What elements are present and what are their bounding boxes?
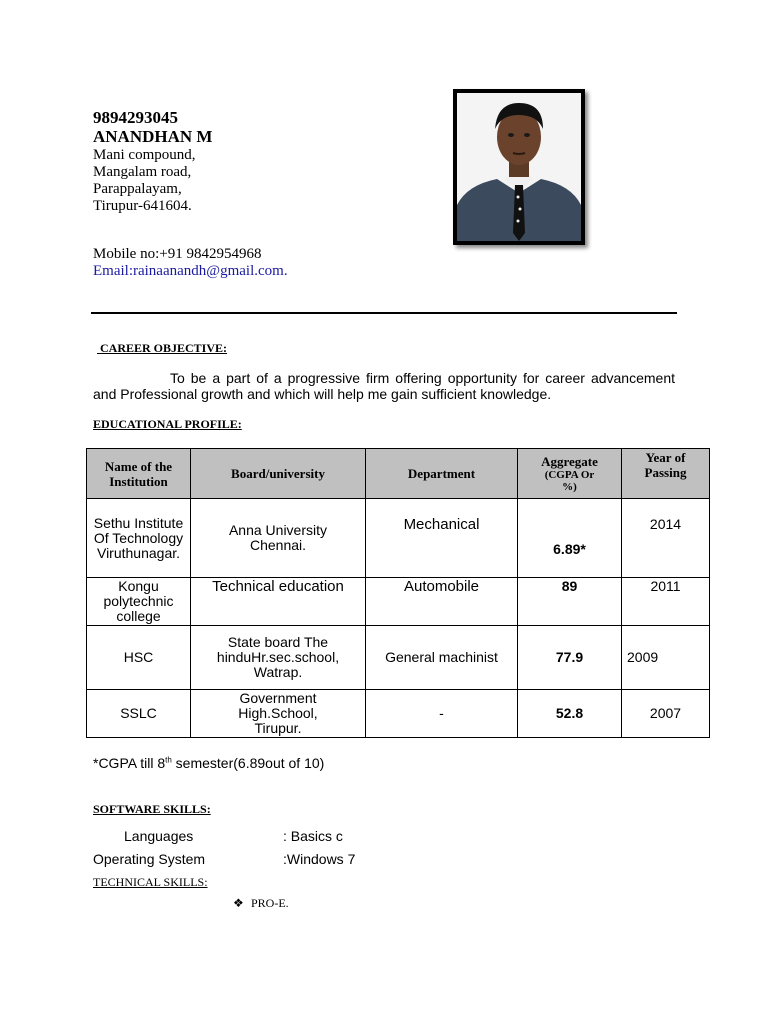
year-cell: 2014 xyxy=(622,499,710,578)
person-portrait-icon xyxy=(457,93,581,241)
operating-system-value: :Windows 7 xyxy=(283,851,356,867)
divider-line xyxy=(91,312,677,314)
aggregate-cell: 77.9 xyxy=(518,626,622,690)
table-header-row xyxy=(87,449,710,499)
table-row xyxy=(87,499,710,578)
board-cell: State board The hinduHr.sec.school, Watrap. xyxy=(191,626,366,690)
year-cell: 2009 xyxy=(622,626,710,690)
department-cell: Mechanical xyxy=(366,499,518,578)
phone-number: 9894293045 xyxy=(93,108,178,127)
technical-skills-heading: TECHNICAL SKILLS: xyxy=(93,875,208,889)
table-row xyxy=(87,690,710,738)
aggregate-label: Aggregate xyxy=(541,454,598,469)
cgpa-note xyxy=(93,755,324,771)
aggregate-cell: 6.89* xyxy=(518,499,622,578)
diamond-bullet-icon: ❖ xyxy=(233,896,244,910)
education-table xyxy=(86,448,710,738)
educational-profile-heading: EDUCATIONAL PROFILE: xyxy=(93,417,242,431)
operating-system-label: Operating System xyxy=(93,851,206,867)
institution-cell: HSC xyxy=(87,626,191,690)
board-cell: Anna University Chennai. xyxy=(191,499,366,578)
institution-cell: Kongu polytechnic college xyxy=(87,578,191,626)
column-header-year: Year of Passing xyxy=(622,449,710,499)
table-row xyxy=(87,626,710,690)
institution-cell: SSLC xyxy=(87,690,191,738)
aggregate-cell: 89 xyxy=(518,578,622,626)
languages-value: : Basics c xyxy=(283,828,343,844)
header-block xyxy=(93,108,212,146)
languages-label: Languages xyxy=(124,828,194,844)
profile-photo xyxy=(453,89,585,245)
career-objective-heading-text: CAREER OBJECTIVE: xyxy=(100,341,228,355)
email-address: Email:rainaanandh@gmail.com. xyxy=(93,263,288,279)
institution-cell: Sethu Institute Of Technology Viruthunagar. xyxy=(87,499,191,578)
career-objective-heading xyxy=(97,341,227,356)
column-header-institution: Name of the Institution xyxy=(87,449,191,499)
column-header-department: Department xyxy=(366,449,518,499)
year-cell: 2007 xyxy=(622,690,710,738)
department-cell: Automobile xyxy=(366,578,518,626)
career-objective-body: To be a part of a progressive firm offering opportunity for career advancement and Professional growth and which will help me gain sufficient knowledge. xyxy=(93,370,675,402)
year-cell: 2011 xyxy=(622,578,710,626)
address-block xyxy=(93,147,196,215)
candidate-name: ANANDHAN M xyxy=(93,127,213,146)
column-header-board: Board/university xyxy=(191,449,366,499)
technical-skill-text: PRO-E. xyxy=(251,896,289,910)
mobile-number: Mobile no:+91 9842954968 xyxy=(93,246,262,262)
address-line: Tirupur-641604. xyxy=(93,198,192,214)
board-cell: Technical education xyxy=(191,578,366,626)
contact-block xyxy=(93,246,288,280)
aggregate-cell: 52.8 xyxy=(518,690,622,738)
address-line: Mangalam road, xyxy=(93,164,192,180)
column-header-aggregate xyxy=(518,449,622,499)
table-row xyxy=(87,578,710,626)
department-cell: - xyxy=(366,690,518,738)
board-cell: Government High.School, Tirupur. xyxy=(191,690,366,738)
technical-skill-item xyxy=(233,896,289,911)
software-skills-heading: SOFTWARE SKILLS: xyxy=(93,802,211,816)
cgpa-note-superscript: th xyxy=(165,755,172,765)
address-line: Mani compound, xyxy=(93,147,196,163)
department-cell: General machinist xyxy=(366,626,518,690)
career-objective-text xyxy=(93,370,675,402)
address-line: Parappalayam, xyxy=(93,181,182,197)
aggregate-sub-label: (CGPA Or %) xyxy=(544,469,595,493)
cgpa-note-prefix: *CGPA till 8 xyxy=(93,755,166,771)
cgpa-note-suffix: semester(6.89out of 10) xyxy=(171,755,325,771)
